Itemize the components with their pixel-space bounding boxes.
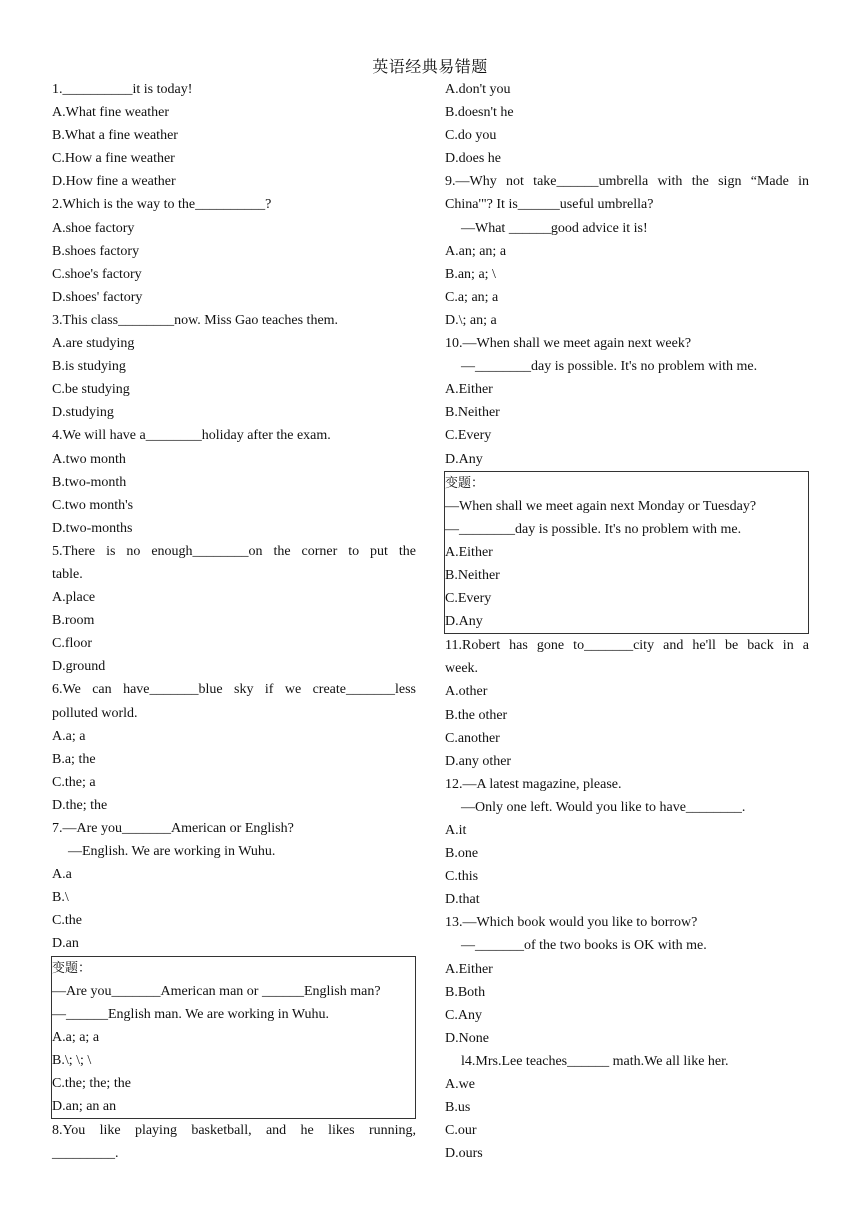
text-line: 3.This class________now. Miss Gao teaches them. <box>52 312 339 328</box>
text-line: D.the; the <box>52 797 108 813</box>
text-line: C.two month's <box>52 497 134 513</box>
variant-line: B.Neither <box>445 567 500 583</box>
text-line: 10.—When shall we meet again next week? <box>445 336 692 352</box>
text-line: 1.__________it is today! <box>52 82 193 97</box>
variant-line: C.Every <box>445 591 492 607</box>
variant-label: 变题： <box>445 475 485 491</box>
variant-line: —When shall we meet again next Monday or Tuesday? <box>445 498 757 514</box>
variant-question-box <box>444 471 809 635</box>
text-line: A.it <box>445 823 467 838</box>
text-line: 6.We can have_______blue sky if we create_______less <box>52 682 416 698</box>
variant-question-box <box>51 956 416 1120</box>
text-line: C.shoe's factory <box>52 266 142 282</box>
text-line: B.shoes factory <box>52 243 140 259</box>
text-line: B.an; a; \ <box>445 266 496 282</box>
text-line: C.the <box>52 913 82 929</box>
text-line: A.an; an; a <box>445 243 507 259</box>
text-line: _________. <box>52 1146 119 1162</box>
text-line: —Only one left. Would you like to have________. <box>461 799 746 815</box>
text-line: 12.—A latest magazine, please. <box>445 776 622 792</box>
text-line: A.Either <box>445 382 493 398</box>
text-line: C.floor <box>52 636 93 652</box>
text-line: D.that <box>445 892 480 908</box>
right-column <box>445 78 809 1165</box>
text-line: B.a; the <box>52 751 96 767</box>
variant-line: D.Any <box>445 614 483 630</box>
text-line: D.any other <box>445 753 512 769</box>
variant-line: —______English man. We are working in Wuhu. <box>52 1006 329 1022</box>
text-line: —What ______good advice it is! <box>461 220 648 236</box>
variant-label: 变题： <box>52 960 92 976</box>
text-line: 11.Robert has gone to_______city and he'll be back in a <box>445 638 809 654</box>
text-line: C.Every <box>445 428 492 444</box>
text-line: C.another <box>445 730 500 746</box>
text-line: D.ours <box>445 1146 483 1162</box>
text-line: 4.We will have a________holiday after the exam. <box>52 428 331 444</box>
text-line: 7.—Are you_______American or English? <box>52 821 294 836</box>
text-line: 9.—Why not take______umbrella with the sign “Made in <box>445 174 809 190</box>
text-line: table. <box>52 566 83 582</box>
text-line: 13.—Which book would you like to borrow? <box>445 915 698 931</box>
text-line: A.shoe factory <box>52 220 135 236</box>
text-line: A.Either <box>445 961 493 977</box>
text-line: D.How fine a weather <box>52 174 176 190</box>
text-line: D.two-months <box>52 520 133 536</box>
page-title: 英语经典易错题 <box>372 57 488 76</box>
text-line: A.place <box>52 590 96 606</box>
text-line: D.does he <box>445 151 501 167</box>
text-line: B.is studying <box>52 359 126 375</box>
text-line: B.two-month <box>52 474 127 490</box>
text-line: A.don't you <box>445 82 511 97</box>
text-line: B.room <box>52 613 95 629</box>
text-line: B.the other <box>445 707 508 723</box>
text-line: 5.There is no enough________on the corner to put the <box>52 543 416 559</box>
text-line: A.a <box>52 867 72 883</box>
text-line: China'"? It is______useful umbrella? <box>445 197 654 213</box>
variant-line: C.the; the; the <box>52 1076 131 1092</box>
text-line: C.our <box>445 1123 477 1139</box>
variant-line: A.Either <box>445 544 493 560</box>
text-line: C.this <box>445 869 479 885</box>
text-line: week. <box>445 661 479 677</box>
text-line: C.do you <box>445 128 497 144</box>
text-line: D.Any <box>445 451 483 467</box>
text-line: C.a; an; a <box>445 289 499 305</box>
variant-line: D.an; an an <box>52 1099 117 1115</box>
text-line: B.one <box>445 846 479 862</box>
text-line: —________day is possible. It's no problem with me. <box>461 359 758 375</box>
text-line: B.Both <box>445 984 486 1000</box>
text-line: A.two month <box>52 451 126 467</box>
text-line: B.doesn't he <box>445 105 514 121</box>
text-line: D.ground <box>52 659 106 675</box>
text-line: —_______of the two books is OK with me. <box>461 938 707 954</box>
text-line: C.How a fine weather <box>52 151 175 167</box>
text-line: C.be studying <box>52 382 130 398</box>
text-line: A.What fine weather <box>52 105 169 121</box>
text-line: D.studying <box>52 405 114 421</box>
text-line: A.are studying <box>52 336 135 352</box>
text-line: 8.You like playing basketball, and he likes running, <box>52 1123 416 1139</box>
text-line: D.None <box>445 1030 489 1046</box>
text-line: A.other <box>445 684 488 700</box>
text-line: C.Any <box>445 1007 482 1023</box>
left-column <box>52 78 416 1165</box>
text-line: D.shoes' factory <box>52 289 143 305</box>
text-line: polluted world. <box>52 705 138 721</box>
text-line: A.we <box>445 1077 475 1093</box>
text-line: —English. We are working in Wuhu. <box>68 844 276 860</box>
text-line: A.a; a <box>52 728 86 744</box>
text-line: C.the; a <box>52 774 96 790</box>
text-line: B.What a fine weather <box>52 128 178 144</box>
text-line: B.Neither <box>445 405 500 421</box>
variant-line: —Are you_______American man or ______English man? <box>52 983 381 999</box>
variant-line: A.a; a; a <box>52 1029 100 1045</box>
text-line: B.\ <box>52 890 69 906</box>
text-line: B.us <box>445 1100 471 1116</box>
variant-line: B.\; \; \ <box>52 1052 92 1068</box>
text-line: 2.Which is the way to the__________? <box>52 197 272 213</box>
text-line: D.an <box>52 936 79 952</box>
text-line: l4.Mrs.Lee teaches______ math.We all like her. <box>461 1053 729 1069</box>
variant-line: —________day is possible. It's no problem with me. <box>445 521 742 537</box>
text-line: D.\; an; a <box>445 312 497 328</box>
